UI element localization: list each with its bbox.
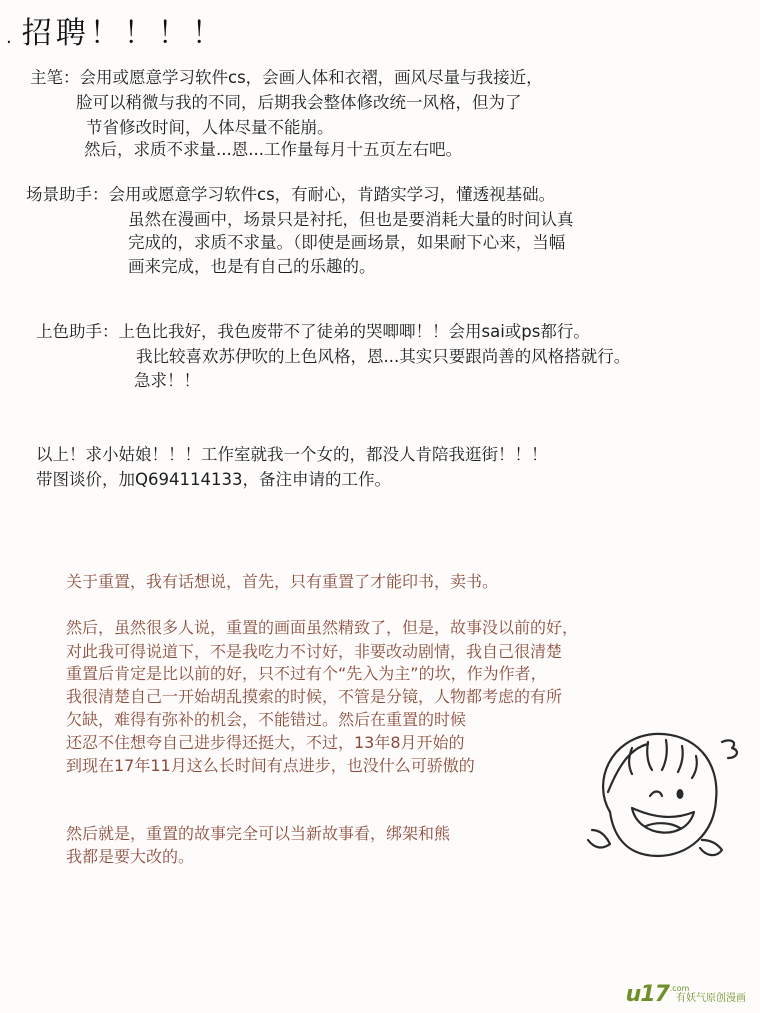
- logo-tagline: 有妖气原创漫画: [676, 993, 746, 1004]
- note-p2-line-7: 到现在17年11月这么长时间有点进步，也没什么可骄傲的: [66, 756, 475, 775]
- note-p2-line-2: 对此我可得说道下，不是我吃力不讨好，非要改动剧情，我自己很清楚: [66, 642, 563, 661]
- note-p2-line-1: 然后，虽然很多人说，重置的画面虽然精致了，但是，故事没以前的好，: [66, 618, 579, 637]
- main-pen-line-3: 节省修改时间，人体尽量不能崩。: [86, 118, 334, 137]
- closing-line-1: 以上！求小姑娘！！！工作室就我一个女的，都没人肯陪我逛街！！！: [36, 445, 548, 464]
- color-assistant-line-3: 急求！！: [134, 371, 200, 390]
- main-pen-line-1: 主笔：会用或愿意学习软件cs，会画人体和衣褶，画风尽量与我接近，: [30, 68, 543, 87]
- title-text: 招聘！！！！: [21, 16, 226, 51]
- main-pen-line-2: 脸可以稍微与我的不同，后期我会整体修改统一风格，但为了: [76, 93, 522, 112]
- smiling-face-doodle-icon: [570, 722, 750, 872]
- scene-assistant-line-3: 完成的，求质不求量。（即使是画场景，如果耐下心来，当幅: [128, 233, 566, 252]
- note-paragraph-1: 关于重置，我有话想说，首先，只有重置了才能印书，卖书。: [66, 572, 499, 591]
- note-p2-line-6: 还忍不住想夸自己进步得还挺大，不过，13年8月开始的: [66, 733, 465, 752]
- u17-logo: [626, 982, 746, 1007]
- title-dot: .: [6, 27, 16, 48]
- note-p2-line-4: 我很清楚自己一开始胡乱摸索的时候，不管是分镜，人物都考虑的有所: [66, 687, 563, 706]
- note-p2-line-5: 欠缺，难得有弥补的机会，不能错过。然后在重置的时候: [66, 710, 467, 729]
- closing-line-2: 带图谈价，加Q694114133，备注申请的工作。: [36, 470, 391, 489]
- logo-main: u17: [625, 982, 669, 1007]
- color-assistant-line-2: 我比较喜欢苏伊吹的上色风格，恩...其实只要跟尚善的风格搭就行。: [136, 347, 631, 366]
- logo-domain: .com: [669, 984, 690, 993]
- page-title: [6, 8, 226, 52]
- scene-assistant-line-2: 虽然在漫画中，场景只是衬托，但也是要消耗大量的时间认真: [128, 210, 574, 229]
- color-assistant-line-1: 上色助手：上色比我好，我色废带不了徒弟的哭唧唧！！会用sai或ps都行。: [36, 322, 590, 341]
- main-pen-line-4: 然后，求质不求量...恩...工作量每月十五页左右吧。: [84, 140, 462, 159]
- scene-assistant-line-4: 画来完成，也是有自己的乐趣的。: [128, 257, 376, 276]
- note-p2-line-3: 重置后肯定是比以前的好，只不过有个“先入为主”的坎，作为作者，: [66, 664, 547, 683]
- scene-assistant-line-1: 场景助手：会用或愿意学习软件cs，有耐心，肯踏实学习，懂透视基础。: [26, 185, 556, 204]
- note-p3-line-1: 然后就是，重置的故事完全可以当新故事看，绑架和熊: [66, 824, 451, 843]
- note-p3-line-2: 我都是要大改的。: [66, 847, 195, 866]
